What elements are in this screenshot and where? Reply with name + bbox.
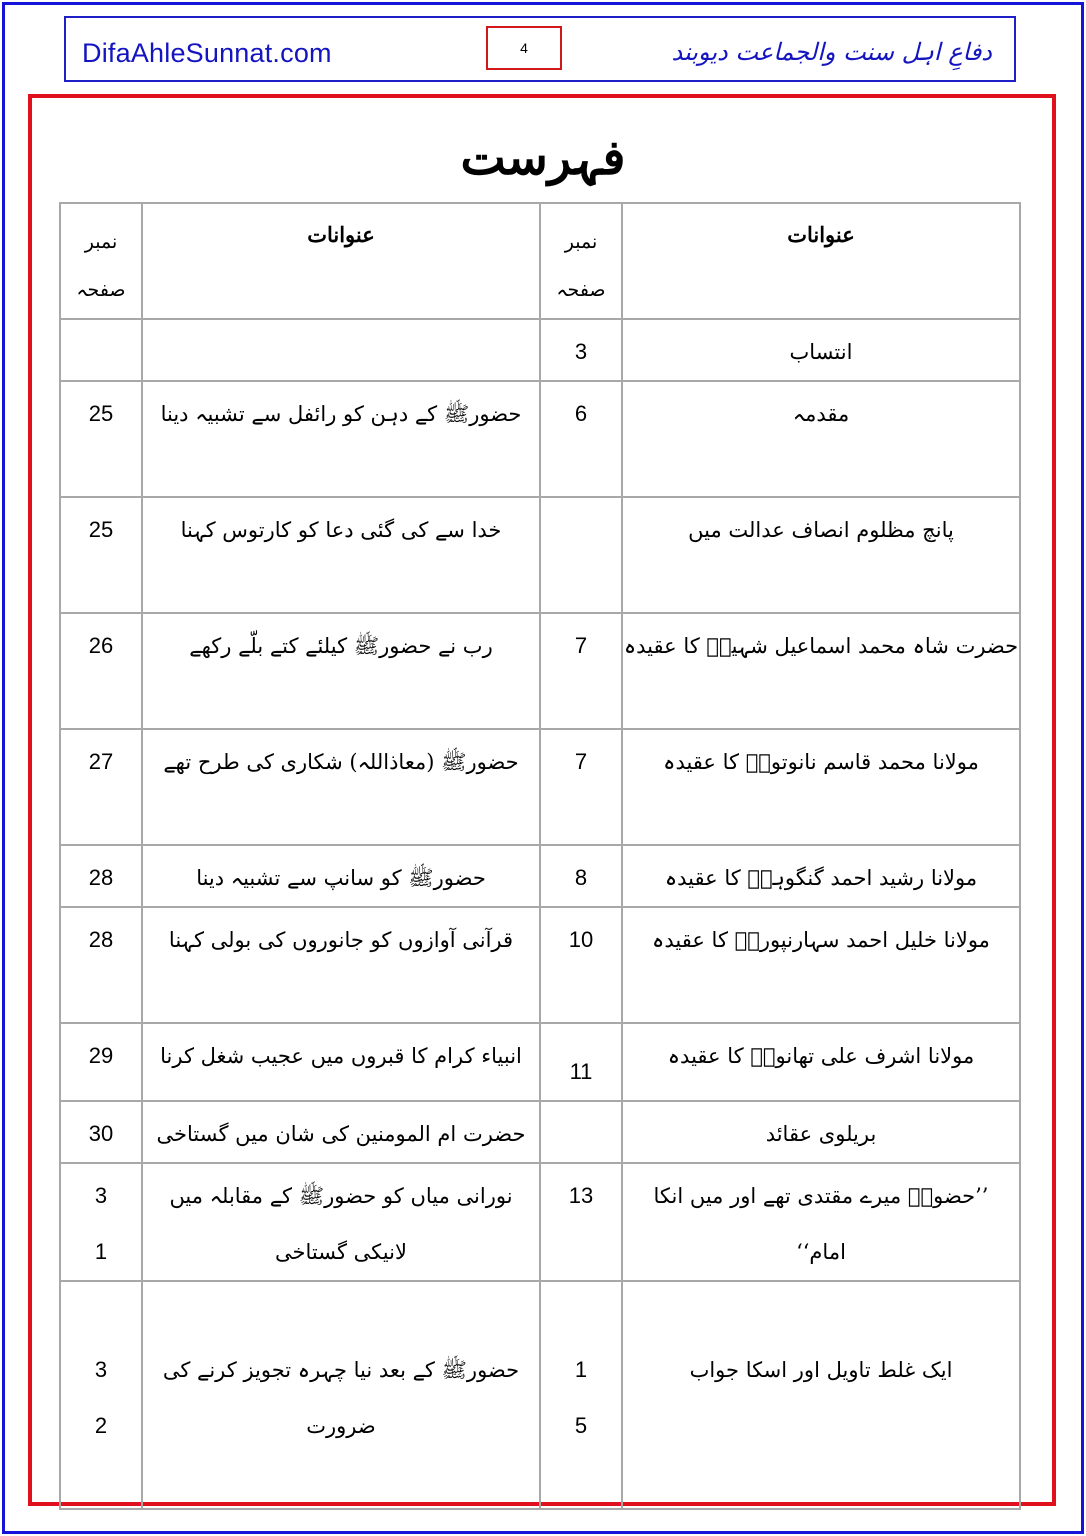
toc-entry-title[interactable] bbox=[142, 1281, 540, 1509]
toc-entry-page: 7 bbox=[540, 613, 622, 729]
toc-entry-title[interactable] bbox=[622, 1163, 1020, 1281]
page-header bbox=[64, 16, 1016, 82]
toc-entry-page bbox=[60, 319, 142, 381]
toc-entry-title[interactable]: انبیاء کرام کا قبروں میں عجیب شغل کرنا bbox=[142, 1023, 540, 1101]
toc-table bbox=[59, 202, 1021, 1510]
toc-entry-page bbox=[60, 1281, 142, 1509]
table-row bbox=[60, 1163, 1020, 1281]
toc-entry-page-line2: 2 bbox=[94, 1413, 108, 1438]
table-row bbox=[60, 613, 1020, 729]
toc-entry-page: 3 bbox=[540, 319, 622, 381]
table-header-row bbox=[60, 203, 1020, 319]
toc-entry-title-line2: ضرورت bbox=[306, 1414, 376, 1438]
toc-entry-page bbox=[540, 1101, 622, 1163]
column-header-page-line1: نمبر bbox=[84, 231, 118, 253]
toc-entry-title[interactable]: حضرت شاہ محمد اسماعیل شہیدؒ کا عقیدہ bbox=[622, 613, 1020, 729]
toc-entry-title-line1: نورانی میاں کو حضورﷺ کے مقابلہ میں bbox=[169, 1184, 513, 1208]
table-row bbox=[60, 729, 1020, 845]
toc-entry-title[interactable]: مولانا محمد قاسم نانوتویؒ کا عقیدہ bbox=[622, 729, 1020, 845]
toc-entry-page-line2: 5 bbox=[574, 1413, 588, 1438]
toc-entry-page: 13 bbox=[540, 1163, 622, 1281]
toc-entry-title-line1: حضورﷺ کے بعد نیا چہرہ تجویز کرنے کی bbox=[162, 1358, 520, 1382]
toc-entry-title[interactable]: قرآنی آوازوں کو جانوروں کی بولی کہنا bbox=[142, 907, 540, 1023]
toc-entry-title[interactable]: پانچ مظلوم انصاف عدالت میں bbox=[622, 497, 1020, 613]
toc-entry-title[interactable]: حضرت ام المومنین کی شان میں گستاخی bbox=[142, 1101, 540, 1163]
toc-entry-title[interactable]: ایک غلط تاویل اور اسکا جواب bbox=[622, 1281, 1020, 1509]
toc-entry-title[interactable]: بریلوی عقائد bbox=[622, 1101, 1020, 1163]
book-title: دفاعِ اہل سنت والجماعت دیوبند bbox=[671, 38, 992, 66]
toc-entry-title[interactable] bbox=[142, 1163, 540, 1281]
toc-heading: فہرست bbox=[460, 130, 626, 186]
toc-entry-page-line1: 1 bbox=[574, 1357, 588, 1382]
toc-entry-title[interactable]: حضورﷺ کے دہن کو رائفل سے تشبیہ دینا bbox=[142, 381, 540, 497]
toc-entry-title-line2: لانیکی گستاخی bbox=[275, 1240, 407, 1264]
toc-entry-page: 25 bbox=[60, 381, 142, 497]
toc-entry-title[interactable]: رب نے حضورﷺ کیلئے کتے بلّے رکھے bbox=[142, 613, 540, 729]
toc-entry-page: 30 bbox=[60, 1101, 142, 1163]
column-header-page-line2: صفحہ bbox=[556, 279, 606, 301]
table-row bbox=[60, 319, 1020, 381]
toc-entry-page-line2: 1 bbox=[94, 1239, 108, 1264]
toc-entry-title[interactable]: خدا سے کی گئی دعا کو کارتوس کہنا bbox=[142, 497, 540, 613]
toc-entry-page: 10 bbox=[540, 907, 622, 1023]
toc-entry-page: 28 bbox=[60, 907, 142, 1023]
site-name[interactable]: DifaAhleSunnat.com bbox=[82, 38, 332, 68]
column-header-page bbox=[60, 203, 142, 319]
toc-entry-page: 27 bbox=[60, 729, 142, 845]
toc-entry-page: 29 bbox=[60, 1023, 142, 1101]
toc-entry-title[interactable]: حضورﷺ کو سانپ سے تشبیہ دینا bbox=[142, 845, 540, 907]
toc-entry-title[interactable]: مقدمہ bbox=[622, 381, 1020, 497]
toc-entry-page: 28 bbox=[60, 845, 142, 907]
table-row bbox=[60, 907, 1020, 1023]
table-row bbox=[60, 1281, 1020, 1509]
toc-entry-page bbox=[540, 497, 622, 613]
toc-entry-title[interactable]: مولانا رشید احمد گنگوہیؒ کا عقیدہ bbox=[622, 845, 1020, 907]
table-row bbox=[60, 1101, 1020, 1163]
column-header-page-line2: صفحہ bbox=[76, 279, 126, 301]
column-header-page bbox=[540, 203, 622, 319]
column-header-title: عنوانات bbox=[142, 203, 540, 319]
toc-entry-title bbox=[142, 319, 540, 381]
toc-entry-title[interactable]: انتساب bbox=[622, 319, 1020, 381]
toc-entry-page-line1: 3 bbox=[94, 1183, 108, 1208]
toc-entry-title[interactable]: مولانا خلیل احمد سہارنپوریؒ کا عقیدہ bbox=[622, 907, 1020, 1023]
toc-entry-title[interactable]: حضورﷺ (معاذاللہ) شکاری کی طرح تھے bbox=[142, 729, 540, 845]
toc-entry-page: 11 bbox=[540, 1023, 622, 1101]
toc-entry-page: 26 bbox=[60, 613, 142, 729]
toc-entry-page: 6 bbox=[540, 381, 622, 497]
toc-entry-page: 7 bbox=[540, 729, 622, 845]
table-row bbox=[60, 845, 1020, 907]
toc-entry-page-line1: 3 bbox=[94, 1357, 108, 1382]
toc-entry-page bbox=[540, 1281, 622, 1509]
page-number: 4 bbox=[486, 26, 562, 70]
toc-entry-page: 25 bbox=[60, 497, 142, 613]
toc-entry-title-line2: امام‘‘ bbox=[796, 1240, 846, 1264]
toc-entry-page: 8 bbox=[540, 845, 622, 907]
toc-entry-title[interactable]: مولانا اشرف علی تھانویؒ کا عقیدہ bbox=[622, 1023, 1020, 1101]
toc-entry-page bbox=[60, 1163, 142, 1281]
table-row bbox=[60, 497, 1020, 613]
column-header-page-line1: نمبر bbox=[564, 231, 598, 253]
toc-entry-title-line1: ’’حضورؐ میرے مقتدی تھے اور میں انکا bbox=[653, 1184, 989, 1208]
table-row bbox=[60, 381, 1020, 497]
table-row bbox=[60, 1023, 1020, 1101]
column-header-title: عنوانات bbox=[622, 203, 1020, 319]
